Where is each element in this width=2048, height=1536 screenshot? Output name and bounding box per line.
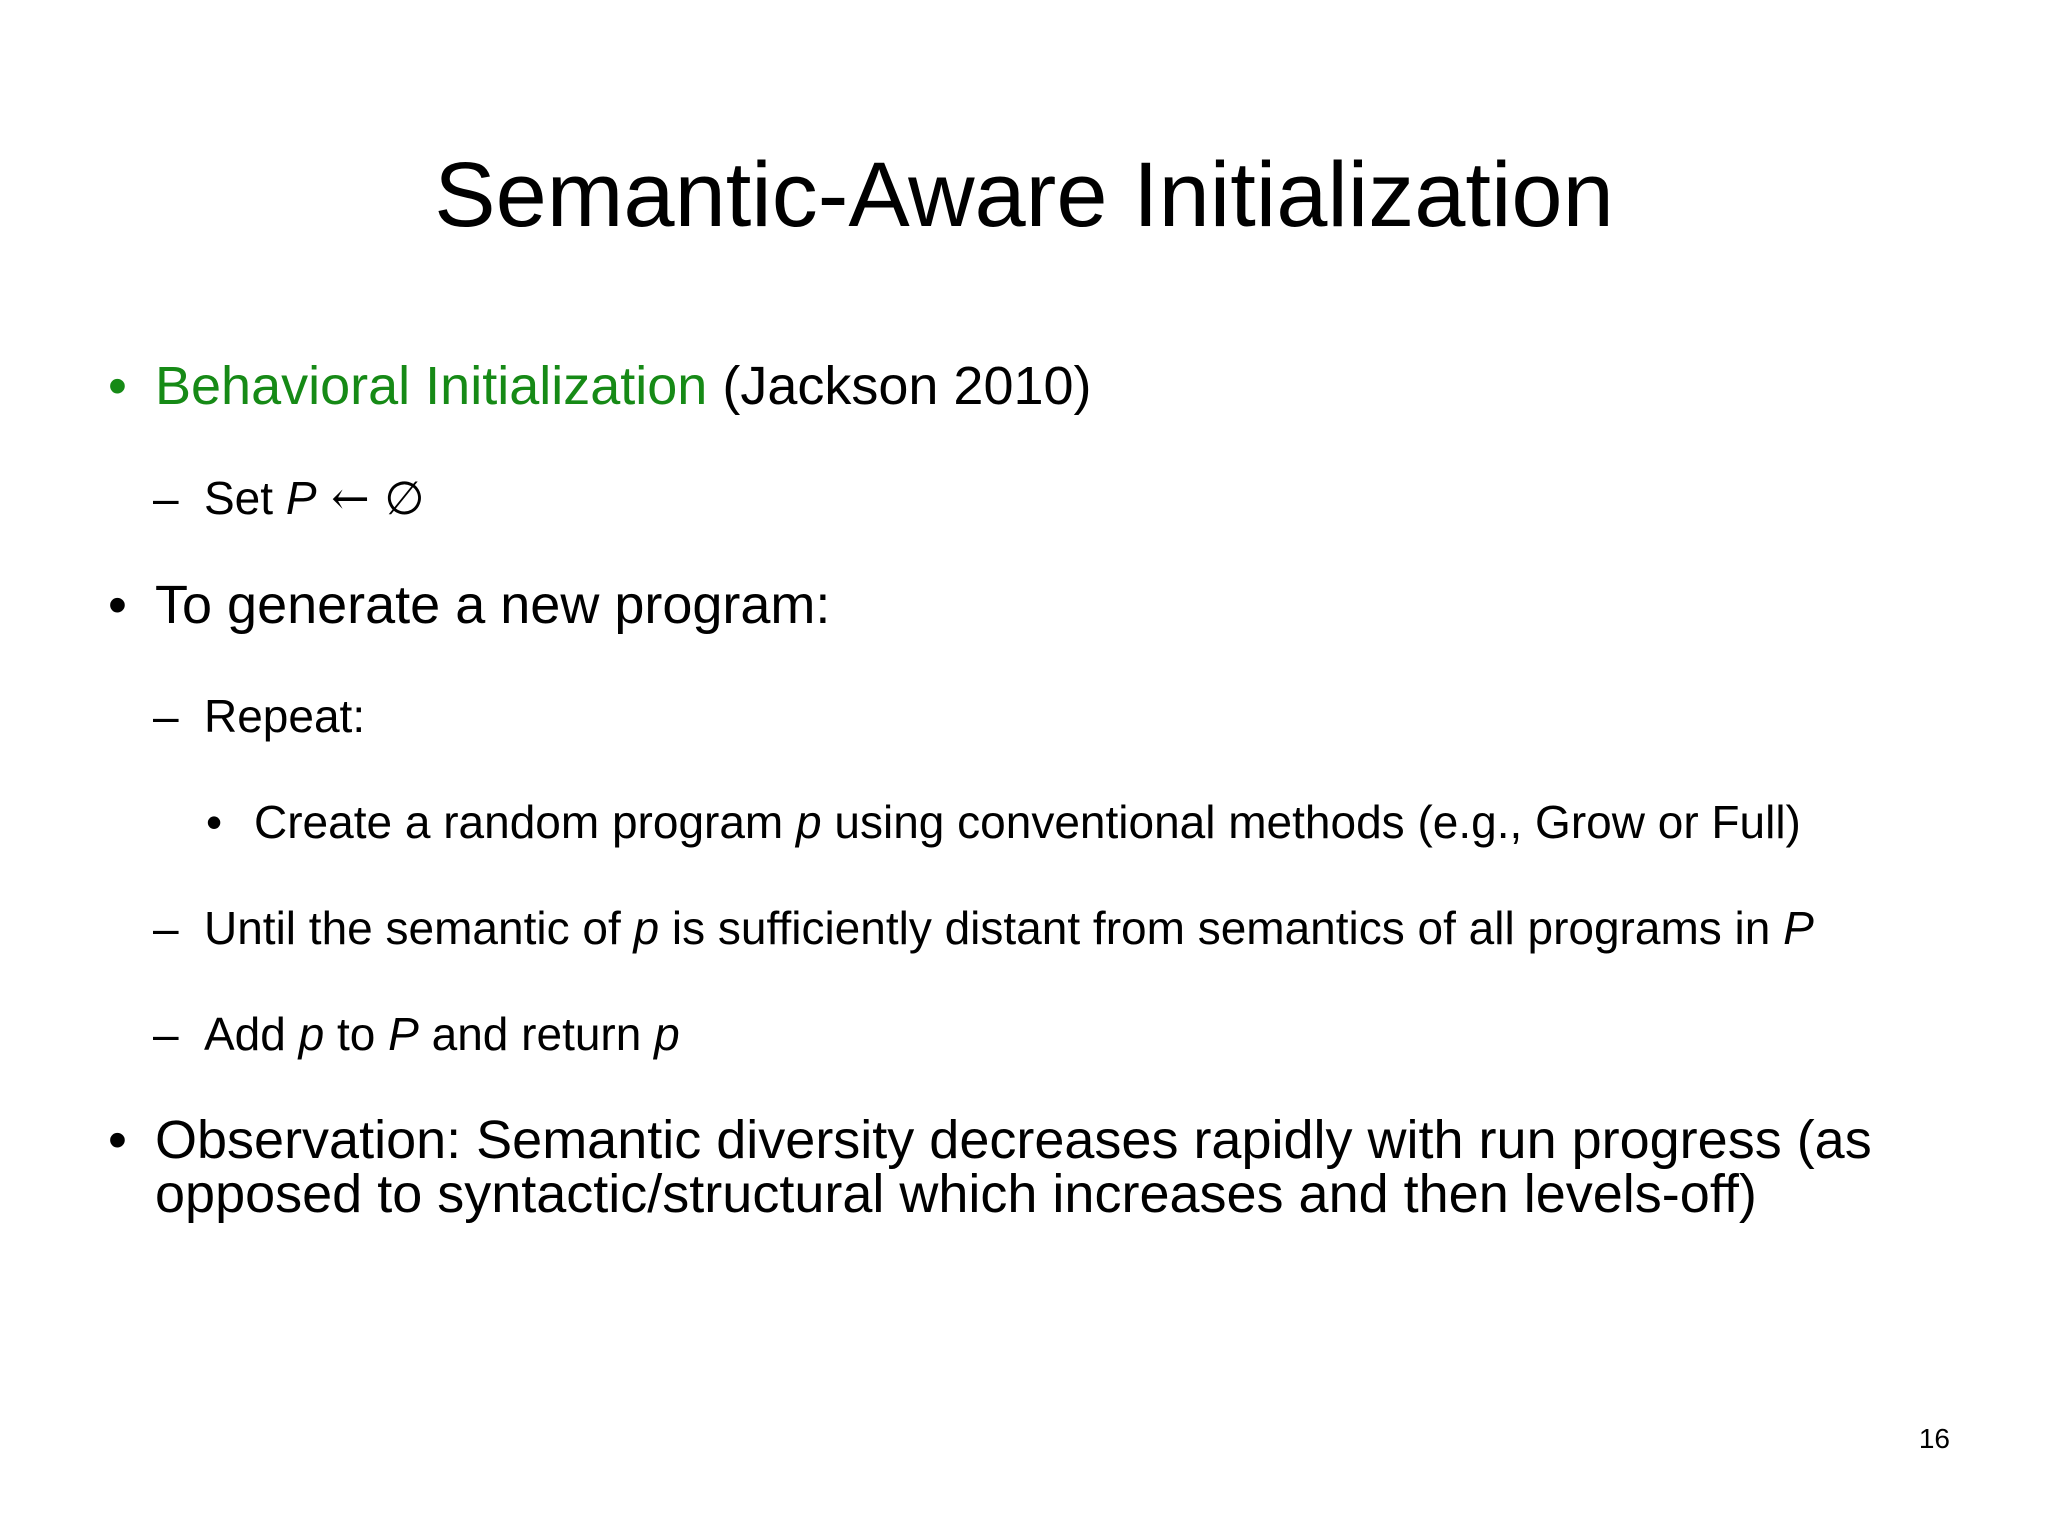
bullet-marker: •	[108, 356, 127, 416]
bullet-generate-program	[108, 575, 831, 635]
subbullet-text: Until the semantic of	[204, 902, 634, 954]
variable-P: P	[285, 472, 317, 524]
subbullet-until-distant	[153, 902, 1814, 954]
dash-marker: –	[153, 472, 179, 524]
left-arrow-symbol: ←	[316, 471, 385, 525]
dash-marker: –	[153, 902, 179, 954]
variable-P: P	[388, 1008, 419, 1060]
bullet-marker: •	[108, 1110, 127, 1170]
subbullet-text-a: Add	[204, 1008, 299, 1060]
subbullet-repeat	[153, 690, 366, 742]
variable-P: P	[1783, 902, 1814, 954]
bullet-text: (Jackson 2010)	[707, 356, 1092, 416]
subsubbullet-text: Create a random program	[254, 796, 797, 848]
subsubbullet-text-after: using conventional methods (e.g., Grow or Full)	[821, 796, 1801, 848]
subbullet-text-c: and return	[418, 1008, 655, 1060]
dash-marker: –	[153, 1008, 179, 1060]
variable-p: p	[298, 1008, 325, 1060]
variable-p: p	[654, 1008, 680, 1060]
bullet-observation	[108, 1110, 2005, 1224]
slide-title: Semantic-Aware Initialization	[434, 144, 1614, 246]
bullet-text: Observation: Semantic diversity decreases rapidly with run progress (as opposed to syntactic/structural which increases and then levels-off)	[155, 1110, 1872, 1224]
subsubbullet-create-random-program	[206, 796, 1801, 848]
subbullet-text-b: to	[324, 1008, 389, 1060]
bullet-marker: •	[206, 796, 223, 848]
dash-marker: –	[153, 690, 179, 742]
variable-p: p	[796, 796, 822, 848]
subbullet-text: Repeat:	[204, 690, 366, 742]
highlight-text: Behavioral Initialization	[155, 356, 708, 416]
subbullet-add-and-return	[153, 1008, 680, 1060]
subbullet-text: Set	[204, 472, 286, 524]
bullet-marker: •	[108, 575, 127, 635]
subbullet-set-p	[153, 471, 425, 525]
bullet-text: To generate a new program:	[155, 575, 831, 635]
empty-set-symbol: ∅	[384, 471, 425, 525]
subbullet-text-middle: is sufficiently distant from semantics of all programs in	[659, 902, 1784, 954]
page-number: 16	[1918, 1423, 1950, 1454]
variable-p: p	[633, 902, 660, 954]
bullet-behavioral-initialization	[108, 356, 1092, 416]
